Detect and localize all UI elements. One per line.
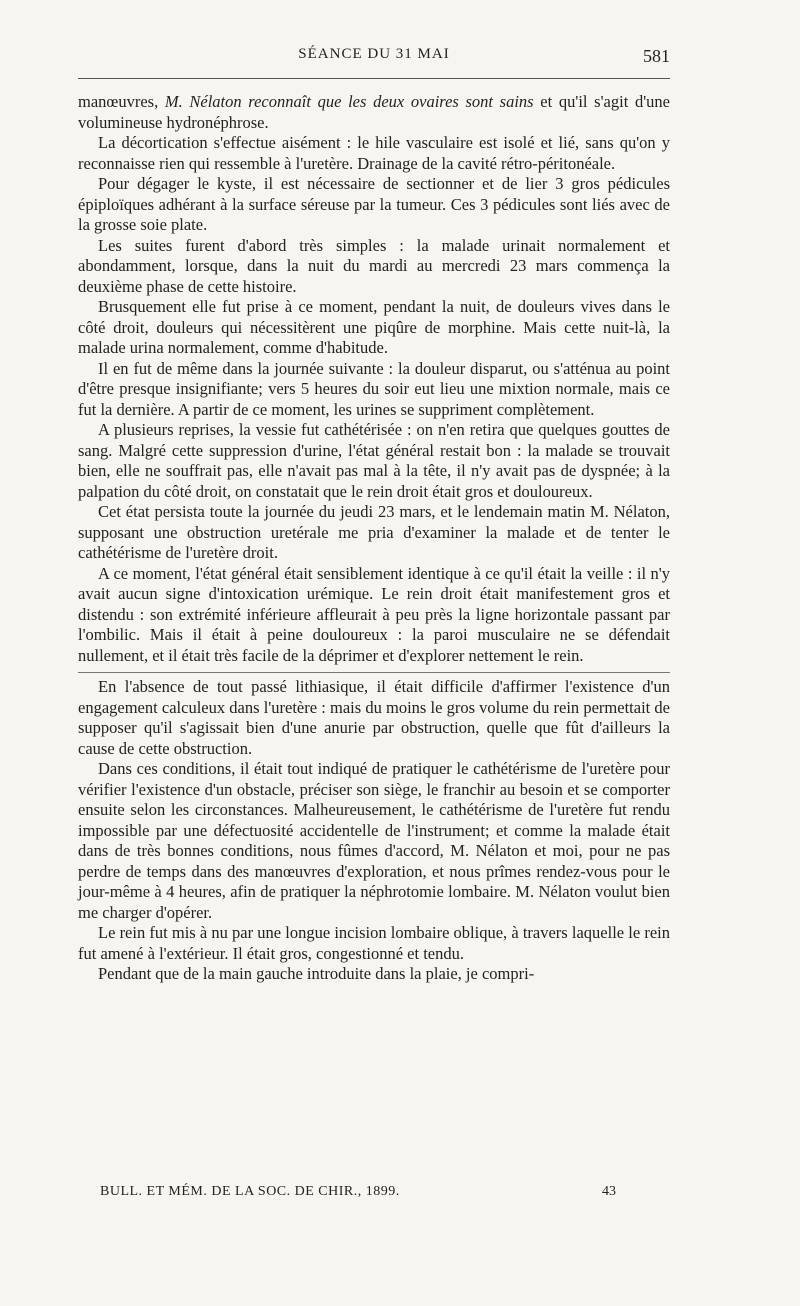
paragraph-10: En l'absence de tout passé lithiasique, il était difficile d'affirmer l'existence d'un engagement calculeux dans l'uretère : mais du moins le gros volume du rein permettait de supposer qu'il s'agissait bien d'une anurie par obstruction, quelle que fût d'ailleurs la cause de cette obstruction.: [78, 677, 670, 758]
running-title: SÉANCE DU 31 MAI: [298, 46, 450, 62]
paragraph-3: Pour dégager le kyste, il est nécessaire de sectionner et de lier 3 gros pédicules épiploïques adhérant à la surface séreuse par la tumeur. Ces 3 pédicules sont liés avec de la grosse soie plate.: [78, 174, 670, 234]
paragraph-11: Dans ces conditions, il était tout indiqué de pratiquer le cathétérisme de l'uretère pour vérifier l'existence d'un obstacle, préciser son siège, le franchir au besoin et se comporter ensuite selon les circonstances. Malheureusement, le cathétérisme de l'uretère fut rendu impossible par une défectuosité accidentelle de l'instrument; et comme la malade était dans de très bonnes conditions, nous fûmes d'accord, M. Nélaton et moi, pour ne pas perdre de temps dans des manœuvres d'exploration, et nous prîmes rendez-vous pour le jour-même à 4 heures, afin de pratiquer la néphrotomie lombaire. M. Nélaton voulut bien me charger d'opérer.: [78, 759, 670, 922]
paragraph-12: Le rein fut mis à nu par une longue incision lombaire oblique, à travers laquelle le rein fut amené à l'extérieur. Il était gros, congestionné et tendu.: [78, 923, 670, 963]
footer: [100, 1184, 640, 1206]
paragraph-13: Pendant que de la main gauche introduite dans la plaie, je compri-: [98, 964, 535, 983]
paragraph-2: La décortication s'effectue aisément : le hile vasculaire est isolé et lié, sans qu'on y reconnaisse rien qui ressemble à l'uretère. Drainage de la cavité rétro-péritonéale.: [78, 133, 670, 173]
body-text: [78, 92, 670, 985]
paragraph-1: [78, 92, 670, 133]
paragraph-7: A plusieurs reprises, la vessie fut cathétérisée : on n'en retira que quelques gouttes de sang. Malgré cette suppression d'urine, l'état général restait bon : la malade se trouvait bien, elle ne souffrait pas, elle n'avait pas mal à la tête, il n'y avait pas de dyspnée; à la palpation du côté droit, on constatait que le rein droit était gros et douloureux.: [78, 420, 670, 501]
paragraph-9: A ce moment, l'état général était sensiblement identique à ce qu'il était la veille : il n'y avait aucun signe d'intoxication urémique. Le rein droit était manifestement gros et distendu : son extrémité inférieure affleurait à peu près la ligne horizontale passant par l'ombilic. Mais il était à peine douloureux : la paroi musculaire ne se défendait nullement, et il était très facile de la déprimer et d'explorer nettement le rein.: [78, 563, 670, 665]
running-head: [78, 46, 670, 72]
page-number: 581: [643, 46, 670, 66]
paragraph-6: Il en fut de même dans la journée suivante : la douleur disparut, ou s'atténua au point d'être presque insignifiante; vers 5 heures du soir eut lieu une mixtion normale, mais ce fut la dernière. A partir de ce moment, les urines se suppriment complètement.: [78, 358, 670, 419]
paragraph-5: Brusquement elle fut prise à ce moment, pendant la nuit, de douleurs vives dans le côté droit, douleurs qui nécessitèrent une piqûre de morphine. Mais cette nuit-là, la malade urina normalement, comme d'habitude.: [78, 297, 670, 357]
section-rule: [78, 672, 670, 673]
header-rule: [78, 78, 670, 79]
paragraph-1-italic: M. Nélaton reconnaît que les deux ovaires sont sains: [164, 92, 534, 111]
journal-citation: BULL. ET MÉM. DE LA SOC. DE CHIR., 1899.: [100, 1184, 400, 1199]
paragraph-1-end: et qu'il s'agit d'une volumineuse hydronéphrose.: [78, 92, 670, 132]
paragraph-1-start: manœuvres,: [78, 92, 165, 111]
paragraph-4: Les suites furent d'abord très simples : la malade urinait normalement et abondamment, lorsque, dans la nuit du mardi au mercredi 23 mars commença la deuxième phase de cette histoire.: [78, 235, 670, 296]
signature-mark: 43: [602, 1184, 616, 1199]
paragraph-8: Cet état persista toute la journée du jeudi 23 mars, et le lendemain matin M. Nélaton, supposant une obstruction uretérale me pria d'examiner la malade et de tenter le cathétérisme de l'uretère droit.: [78, 502, 670, 562]
